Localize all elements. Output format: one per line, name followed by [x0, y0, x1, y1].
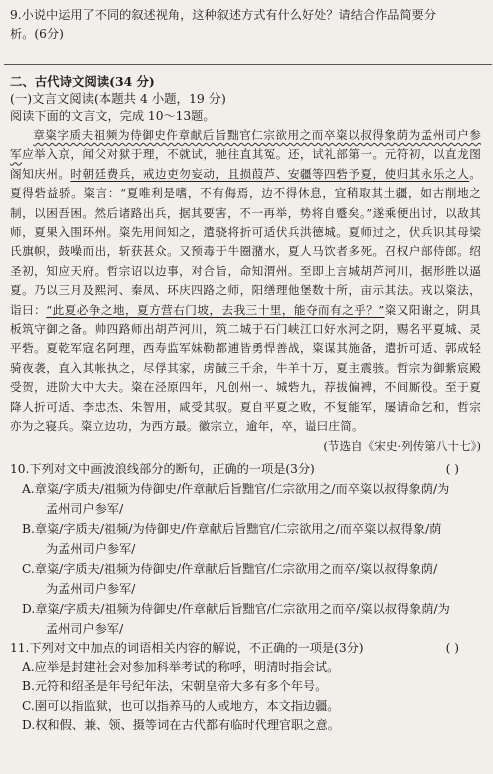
option-10-c[interactable]: [10, 559, 481, 599]
option-10-b[interactable]: [10, 519, 481, 559]
option-text: D.章粢/字质夫/祖频为侍御史/仵章献后旨黜官/仁宗欲用之而卒/粢以叔得象荫/为: [22, 601, 450, 616]
question-11: [10, 639, 481, 658]
option-text: C.章粢/字质夫/祖频为侍御史/仵章献后旨黜官/仁宗欲用之而卒/粢以叔得象荫/: [22, 561, 438, 576]
option-text: 孟州司户参军/: [46, 501, 124, 516]
passage-text: 粢又阳谢之，阴具板筑守御之备。帅四路师出胡芦河川，筑二城于石门峡江口好水河之阴，赐名平夏城、灵平砦。夏乾军寇名阿理，西寿监军妹勒都逋皆勇悍善战，粢谋其施备，遣折可适、郭成轻骑夜袭，直入其帐执之，尽俘其家，虏馘三千余，牛羊十万，夏主震骇。哲宗为御紫宸殿受贺，进阶大中大夫。粢在泾原四年，凡创州一、城砦九，荐拔偏裨，不间厮役。至于夏降人折可适、李忠杰、朱智用，咸受其驭。夏自平夏之败，不复能军，屡请命乞和，哲宗亦为之寝兵。粢立边功，为西方最。徽宗立，逾年，卒，谥曰庄简。: [10, 302, 482, 434]
option-10-a[interactable]: [10, 479, 481, 519]
question-11-stem: 11.下列对文中加点的词语相关内容的解说，不正确的一项是(3分): [10, 640, 364, 655]
question-9: [10, 6, 481, 44]
question-9-line2: 析。(6分): [10, 27, 64, 41]
reading-instruction: 阅读下面的文言文，完成 10～13题。: [10, 109, 216, 123]
underlined-sentence-2: “此夏必争之地，夏方营右门坡，去我三十里，能夺而有之乎？”: [46, 302, 385, 317]
option-text: 为孟州司户参军/: [46, 581, 136, 596]
option-text: 为孟州司户参军/: [46, 541, 136, 556]
section-title: 二、古代诗文阅读(34 分): [10, 74, 155, 89]
option-text: 孟州司户参军/: [46, 621, 124, 636]
section-divider: [4, 64, 492, 65]
option-text: B.章粢/字质夫/祖频/为侍御史/仵章献后旨黜官/仁宗欲用之/而卒粢以叔得象/荫: [22, 521, 442, 536]
option-11-c[interactable]: C.圉可以指监狱，也可以指养马的人或地方，本文指边疆。: [22, 698, 340, 713]
answer-bracket: ( ): [445, 461, 459, 476]
question-9-line1: 9.小说中运用了不同的叙述视角，这种叙述方式有什么好处？请结合作品简要分: [10, 8, 437, 22]
answer-bracket: ( ): [445, 640, 459, 655]
question-10-stem: 10.下列对文中画波浪线部分的断句，正确的一项是(3分): [10, 461, 315, 476]
option-11-b[interactable]: B.元符和绍圣是年号纪年法，宋朝皇帝大多有多个年号。: [22, 679, 328, 693]
option-10-d[interactable]: [10, 599, 481, 639]
classical-passage: [10, 126, 481, 437]
passage-source: (节选自《宋史·列传第八十七》): [323, 438, 481, 453]
section-subtitle: (一)文言文阅读(本题共 4 小题，19 分): [10, 91, 226, 106]
question-10: [10, 460, 481, 479]
wavy-underlined-segment: 章粢字质夫祖频为侍御史仵章献后旨黜官仁宗欲用之而卒粢以叔得象荫为孟州司户参军: [10, 128, 481, 162]
passage-text: 应举入京，闻父对狱于理，不就试，驰往直其冤。还，试礼部第一。元符初，以直龙图阁知庆州。: [10, 147, 481, 181]
option-11-a[interactable]: A.应举是封建社会对参加科举考试的称呼，明清时指会试。: [22, 659, 340, 674]
option-text: A.章粢/字质夫/祖频为侍御史/仵章献后旨黜官/仁宗欲用之/而卒粢以叔得象荫/为: [22, 481, 450, 496]
option-11-d[interactable]: D.权和假、兼、领、摄等词在古代都有临时代理官职之意。: [22, 718, 340, 732]
underlined-sentence-1: 时朝廷费兵，戒边吏勿妄动，且损葭芦、安疆等四砦予夏，使归其永乐之人: [70, 166, 470, 181]
passage-text: 。夏得砦益骄。粢言：“夏唯利是嗜，不有侮焉，边不得休息，宜稍取其土疆，如古削地之制，以困吾困。然后诸路出兵，据其要害，不一再举，势将自蹙矣。”遂乘便出讨，以敌其师，夏果入围环州。粢先用间知之，遣骁将折可适伏兵洪德城。夏师过之，伏兵识其母梁氏旗帜，鼓噪而出，斩获甚众。又预毒于牛圈潴水，夏人马饮者多死。召权户部侍郎。绍圣初，知应天府。哲宗诏以边事，对合旨，命知渭州。至即上言城胡芦河川，据形胜以逼夏。乃以三月及熙河、秦凤、环庆四路之师，阳缮理他堡数十所，亩示其法。戎以粢法，诣曰：: [10, 166, 481, 317]
